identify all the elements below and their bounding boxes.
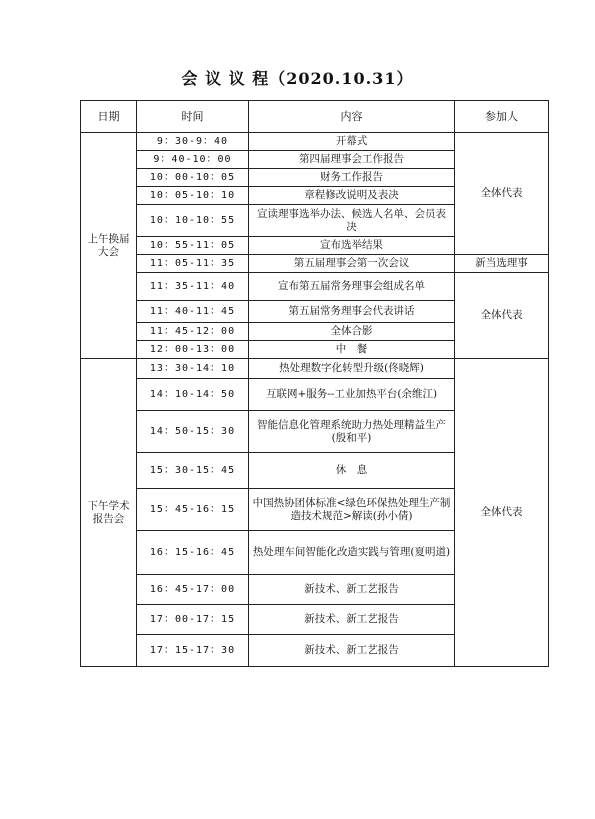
agenda-table — [80, 100, 549, 667]
time-cell: 15：45-16：15 — [137, 489, 249, 531]
content-cell: 新技术、新工艺报告 — [249, 605, 455, 635]
content-cell: 中 餐 — [249, 341, 455, 359]
content-cell: 章程修改说明及表决 — [249, 187, 455, 205]
table-row — [81, 273, 549, 301]
table-row — [81, 255, 549, 273]
attendees-cell: 全体代表 — [455, 359, 549, 667]
time-cell: 9：30-9：40 — [137, 133, 249, 151]
time-cell: 10：05-10：10 — [137, 187, 249, 205]
time-cell: 15：30-15：45 — [137, 453, 249, 489]
table-row — [81, 133, 549, 151]
session-label-afternoon: 下午学术报告会 — [81, 359, 137, 667]
content-cell: 开幕式 — [249, 133, 455, 151]
content-cell: 财务工作报告 — [249, 169, 455, 187]
attendees-cell: 新当选理事 — [455, 255, 549, 273]
session-label-morning: 上午换届大会 — [81, 133, 137, 359]
time-cell: 11：40-11：45 — [137, 301, 249, 323]
header-row — [81, 101, 549, 133]
content-cell: 宣读理事选举办法、候选人名单、会员表决 — [249, 205, 455, 237]
content-cell: 第五届常务理事会代表讲话 — [249, 301, 455, 323]
content-cell: 互联网+服务--工业加热平台(余维江) — [249, 379, 455, 411]
time-cell: 17：15-17：30 — [137, 635, 249, 667]
header-date: 日期 — [81, 101, 137, 133]
time-cell: 10：10-10：55 — [137, 205, 249, 237]
table-row — [81, 359, 549, 379]
time-cell: 9：40-10：00 — [137, 151, 249, 169]
time-cell: 11：05-11：35 — [137, 255, 249, 273]
content-cell: 休 息 — [249, 453, 455, 489]
header-time: 时间 — [137, 101, 249, 133]
attendees-cell: 全体代表 — [455, 273, 549, 359]
content-cell: 第四届理事会工作报告 — [249, 151, 455, 169]
time-cell: 16：15-16：45 — [137, 531, 249, 575]
time-cell: 14：10-14：50 — [137, 379, 249, 411]
time-cell: 10：55-11：05 — [137, 237, 249, 255]
content-cell: 宣布第五届常务理事会组成名单 — [249, 273, 455, 301]
header-content: 内容 — [249, 101, 455, 133]
content-cell: 全体合影 — [249, 323, 455, 341]
content-cell: 热处理数字化转型升级(佟晓辉) — [249, 359, 455, 379]
page-title: 会 议 议 程（2020.10.31） — [181, 69, 414, 88]
time-cell: 11：35-11：40 — [137, 273, 249, 301]
time-cell: 16：45-17：00 — [137, 575, 249, 605]
content-cell: 中国热协团体标准<绿色环保热处理生产制造技术规范>解读(孙小倩) — [249, 489, 455, 531]
content-cell: 热处理车间智能化改造实践与管理(夏明道) — [249, 531, 455, 575]
time-cell: 14：50-15：30 — [137, 411, 249, 453]
time-cell: 12：00-13：00 — [137, 341, 249, 359]
header-attendees: 参加人 — [455, 101, 549, 133]
time-cell: 11：45-12：00 — [137, 323, 249, 341]
content-cell: 宣布选举结果 — [249, 237, 455, 255]
attendees-cell: 全体代表 — [455, 133, 549, 255]
content-cell: 第五届理事会第一次会议 — [249, 255, 455, 273]
content-cell: 新技术、新工艺报告 — [249, 575, 455, 605]
time-cell: 10：00-10：05 — [137, 169, 249, 187]
time-cell: 17：00-17：15 — [137, 605, 249, 635]
time-cell: 13：30-14：10 — [137, 359, 249, 379]
content-cell: 智能信息化管理系统助力热处理精益生产(殷和平) — [249, 411, 455, 453]
content-cell: 新技术、新工艺报告 — [249, 635, 455, 667]
